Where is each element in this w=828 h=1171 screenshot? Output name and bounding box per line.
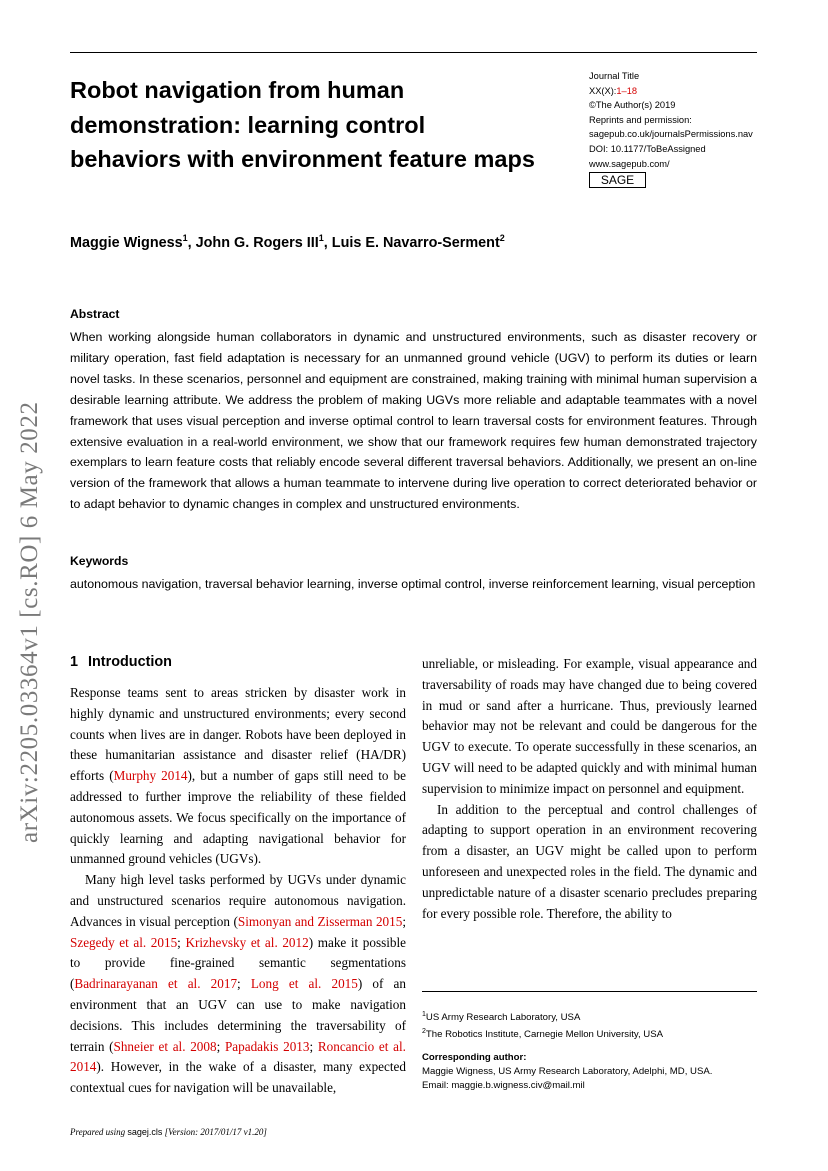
author-name: Maggie Wigness <box>70 234 183 251</box>
paragraph-text: Response teams sent to areas stricken by disaster work in highly dynamic and unstructured environments; every second counts when lives are in danger. Robots have been deployed in these humanitarian assistance and disaster relief (HA/DR) efforts ( <box>70 685 406 784</box>
footnotes <box>422 1008 762 1093</box>
keywords-section <box>70 553 757 595</box>
top-rule <box>70 52 757 53</box>
citation-link[interactable]: Papadakis 2013 <box>224 1038 310 1054</box>
affiliation-1 <box>422 1008 762 1025</box>
journal-website: www.sagepub.com/ <box>589 158 670 169</box>
left-column <box>70 683 406 1099</box>
intro-paragraph-4 <box>422 800 757 925</box>
prepared-cls: sagej.cls <box>127 1127 163 1137</box>
paragraph-text: ). However, in the wake of a disaster, many expected contextual cues for navigation will be unavailable, <box>70 1059 406 1096</box>
section-number: 1 <box>70 654 79 670</box>
journal-info <box>589 69 769 189</box>
paragraph-text: ) of an environment that an UGV can use to make navigation decisions. This includes determining the traversability of terrain ( <box>70 976 407 1054</box>
author-affiliation-mark: 1 <box>318 233 324 243</box>
prepared-using-note <box>70 1127 267 1137</box>
intro-paragraph-1 <box>70 683 406 870</box>
journal-reprints-url: sagepub.co.uk/journalsPermissions.nav <box>589 129 753 140</box>
journal-name: Journal Title <box>589 71 640 81</box>
citation-link[interactable]: Long et al. 2015 <box>250 976 358 992</box>
affiliation-2 <box>422 1025 762 1042</box>
journal-pages-link[interactable]: 1–18 <box>616 85 638 96</box>
citation-link[interactable]: Krizhevsky et al. 2012 <box>185 934 309 950</box>
keywords-text: autonomous navigation, traversal behavior learning, inverse optimal control, inverse reinforcement learning, visual perception <box>70 577 756 591</box>
journal-reprints-label: Reprints and permission: <box>589 114 692 125</box>
journal-volume <box>589 84 769 99</box>
footnote-rule <box>422 991 757 992</box>
abstract-text: When working alongside human collaborators in dynamic and unstructured environments, such as disaster recovery or military operation, fast field adaptation is necessary for an unmanned ground vehicle (UGV) to perform its duties or learn novel tasks. In these scenarios, personnel and equipment are constrained, making training with minimal human supervision a desirable learning attribute. We address the problem of making UGVs more reliable and adaptable teammates with a novel framework that uses visual perception and inverse optimal control to learn traversal costs for environment features. Through extensive evaluation in a real-world environment, we show that our framework requires few human demonstrated trajectory exemplars to learn feature costs that reliably encode several different traversal behaviors. Additionally, we present an on-line version of the framework that allows a human teammate to intervene during live operation to correct deteriorated behavior or to adapt behavior to dynamic changes in complex and unstructured environments. <box>70 330 757 512</box>
corresponding-author-heading: Corresponding author: <box>422 1052 527 1064</box>
affiliation-1-text: US Army Research Laboratory, USA <box>425 1012 581 1024</box>
citation-link[interactable]: Murphy 2014 <box>113 768 188 784</box>
author-name: Luis E. Navarro-Serment <box>331 234 500 251</box>
paragraph-text: Many high level tasks performed by UGVs under dynamic and unstructured scenarios require autonomous navigation. Advances in visual perception ( <box>70 872 406 929</box>
paragraph-text: ; <box>177 934 186 950</box>
prepared-prefix: Prepared using <box>70 1127 128 1137</box>
paragraph-text: ; <box>309 1038 318 1054</box>
citation-link[interactable]: Shneier et al. 2008 <box>113 1038 217 1054</box>
journal-doi: DOI: 10.1177/ToBeAssigned <box>589 143 706 154</box>
citation-link[interactable]: Badrinarayanan et al. 2017 <box>74 976 238 992</box>
abstract-heading: Abstract <box>70 307 120 321</box>
citation-link[interactable]: Roncancio et al. 2014 <box>70 1038 406 1075</box>
author-list <box>70 233 505 251</box>
intro-paragraph-3 <box>422 654 757 800</box>
journal-copyright: ©The Author(s) 2019 <box>589 100 676 111</box>
affiliation-2-text: The Robotics Institute, Carnegie Mellon University, USA <box>425 1029 664 1041</box>
sage-logo: SAGE <box>589 172 646 188</box>
journal-volume-prefix: XX(X): <box>589 85 617 96</box>
right-column <box>422 654 757 924</box>
author-affiliation-mark: 1 <box>182 233 188 243</box>
corresponding-author-line: Maggie Wigness, US Army Research Laboratory, Adelphi, MD, USA. <box>422 1066 713 1078</box>
author-separator: , <box>323 234 332 251</box>
section-title: Introduction <box>88 654 172 670</box>
author-affiliation-mark: 2 <box>499 233 505 243</box>
arxiv-stamp: arXiv:2205.03364v1 [cs.RO] 6 May 2022 <box>16 401 43 843</box>
paragraph-text: In addition to the perceptual and control challenges of adapting to support operation in an environment recovering from a disaster, an UGV might be called upon to perform unforeseen and unexpected roles in the field. The dynamic and unpredictable nature of a disaster scenario precludes preparing for every possible role. Therefore, the ability to <box>422 801 757 921</box>
paragraph-text: ) make it possible to provide fine-grained semantic segmentations ( <box>70 934 406 992</box>
affiliation-2-mark: 2 <box>422 1028 426 1036</box>
intro-paragraph-2 <box>70 870 406 1099</box>
prepared-suffix: [Version: 2017/01/17 v1.20] <box>162 1127 267 1137</box>
keywords-heading: Keywords <box>70 554 129 568</box>
paragraph-text: ), but a number of gaps still need to be addressed to further improve the reliability of these fielded autonomous assets. We focus specifically on the importance of quickly learning and adapting navigational behavior for unmanned ground vehicles (UGVs). <box>70 768 406 867</box>
section-heading <box>70 654 172 670</box>
abstract-section <box>70 306 757 515</box>
paper-title: Robot navigation from human demonstration: learning control behaviors with environment feature maps <box>70 77 535 172</box>
affiliation-1-mark: 1 <box>422 1011 426 1018</box>
paragraph-text: ; <box>237 976 251 992</box>
paragraph-text: unreliable, or misleading. For example, visual appearance and traversability of roads may have changed due to being covered in mud or sand after a hurricane. Thus, previously learned behavior may not be relevant and could be dangerous for the UGV to execute. To operate successfully in these scenarios, an UGV will need to be adapted quickly and with minimal human supervision to minimize impact on personnel and equipment. <box>422 656 757 796</box>
author-separator: , <box>187 234 196 251</box>
corresponding-author-email[interactable]: Email: maggie.b.wigness.civ@mail.mil <box>422 1080 585 1092</box>
author-name: John G. Rogers III <box>195 234 319 251</box>
paragraph-text: ; <box>216 1038 225 1054</box>
paragraph-text: ; <box>402 913 406 929</box>
citation-link[interactable]: Szegedy et al. 2015 <box>70 934 178 950</box>
citation-link[interactable]: Simonyan and Zisserman 2015 <box>237 913 403 929</box>
